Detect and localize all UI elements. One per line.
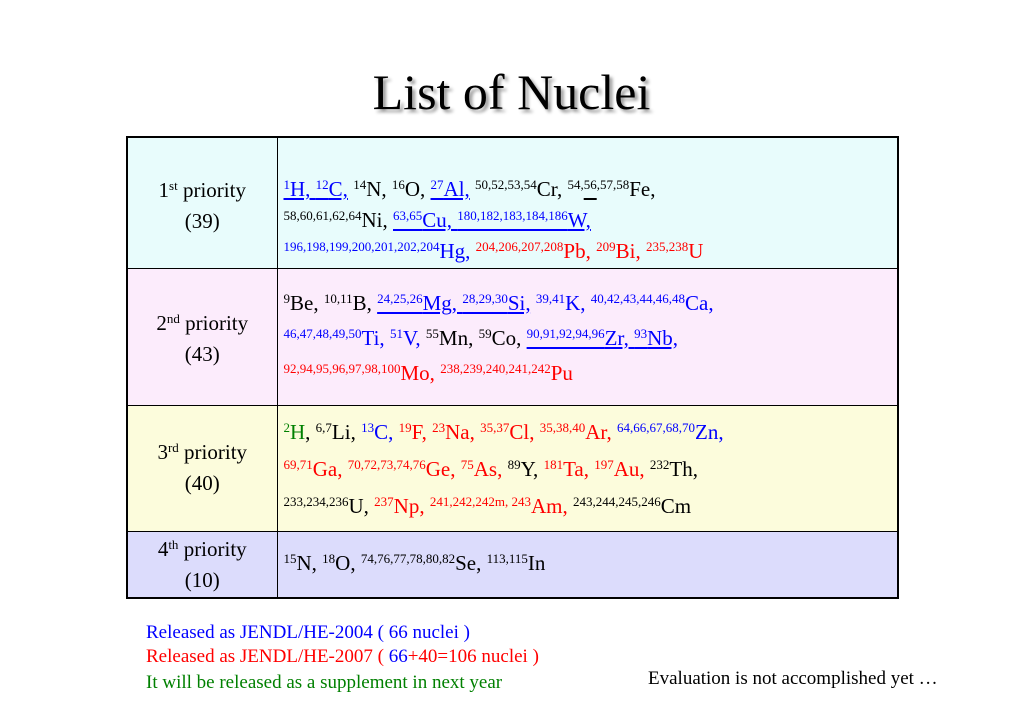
priority-ordinal-suffix: th xyxy=(168,536,179,552)
element-symbol: Fe, xyxy=(629,177,656,201)
nuclide xyxy=(540,420,617,444)
note-released-2004: Released as JENDL/HE-2004 ( 66 nuclei ) xyxy=(146,622,470,643)
element-symbol: U xyxy=(688,239,704,263)
mass-numbers: 90,91,92,94,96 xyxy=(526,325,605,341)
nuclide xyxy=(399,420,433,444)
nuclide xyxy=(348,457,461,481)
element-symbol: Pu xyxy=(550,360,573,385)
nuclide xyxy=(392,177,431,201)
priority-cell xyxy=(127,405,277,531)
mass-numbers: 113,115 xyxy=(486,550,528,566)
element-symbol: K, xyxy=(565,290,591,315)
mass-numbers: ,57,58 xyxy=(596,177,630,192)
mass-numbers: 40,42,43,44,46,48 xyxy=(590,290,685,306)
nuclide xyxy=(536,291,591,315)
priority-label: priority xyxy=(179,310,249,335)
priority-ordinal-suffix: nd xyxy=(166,310,180,326)
nuclide xyxy=(440,361,573,385)
element-symbol: Al, xyxy=(443,177,470,201)
note-2007-prefix: Released as JENDL/HE-2007 ( xyxy=(146,646,389,667)
nuclide xyxy=(596,239,646,263)
table-row-priority-3 xyxy=(127,405,898,531)
mass-numbers: 238,239,240,241,242 xyxy=(440,360,551,376)
nuclide xyxy=(544,457,595,481)
element-symbol: Ta, xyxy=(563,456,595,481)
mass-numbers: 197 xyxy=(594,456,614,472)
table-row-priority-4 xyxy=(127,531,898,598)
element-symbol: B, xyxy=(352,290,378,315)
nuclide xyxy=(353,177,392,201)
element-symbol: Ti, xyxy=(361,325,390,350)
nuclei-line xyxy=(284,174,892,205)
nuclide xyxy=(284,457,348,481)
table-row-priority-1 xyxy=(127,137,898,268)
mass-numbers: 16 xyxy=(391,177,405,192)
nuclide xyxy=(377,291,462,315)
nuclide xyxy=(508,457,544,481)
nuclide xyxy=(650,457,698,481)
element-symbol: Cm xyxy=(660,493,692,518)
element-symbol: Si, xyxy=(507,290,531,315)
mass-numbers: 70,72,73,74,76 xyxy=(347,456,426,472)
nuclide xyxy=(316,177,348,201)
mass-numbers: 28,29,30 xyxy=(462,290,508,306)
nuclide xyxy=(646,239,703,263)
element-symbol: Y, xyxy=(520,456,544,481)
nuclei-line xyxy=(284,286,892,321)
priority-cell xyxy=(127,137,277,268)
element-symbol: Co, xyxy=(491,325,527,350)
mass-numbers: 58,60,61,62,64 xyxy=(283,208,362,223)
element-symbol: C, xyxy=(328,177,348,201)
priority-ordinal-suffix: st xyxy=(169,178,178,193)
priority-cell xyxy=(127,268,277,405)
element-symbol: Bi, xyxy=(615,239,646,263)
element-symbol: Cl, xyxy=(509,419,540,444)
element-symbol: C, xyxy=(374,419,399,444)
mass-numbers: 59 xyxy=(478,325,492,341)
nuclei-line xyxy=(284,451,892,488)
mass-numbers: 69,71 xyxy=(283,456,313,472)
element-symbol: Au, xyxy=(613,456,650,481)
mass-numbers: 35,37 xyxy=(480,419,510,435)
mass-numbers: 56 xyxy=(583,177,597,192)
nuclide xyxy=(591,291,714,315)
mass-numbers: 241,242,242m, 243 xyxy=(429,493,531,509)
element-symbol: Mo, xyxy=(400,360,441,385)
priority-label: priority xyxy=(178,536,247,561)
nuclide xyxy=(462,291,530,315)
element-symbol: Cr, xyxy=(536,177,568,201)
mass-numbers: 9 xyxy=(283,290,290,306)
priority-label: priority xyxy=(177,178,246,202)
priority-count: (10) xyxy=(184,567,220,592)
element-symbol: Am, xyxy=(530,493,573,518)
element-symbol: F, xyxy=(411,419,433,444)
nuclide xyxy=(567,177,583,201)
nuclei-cell xyxy=(277,531,898,598)
element-symbol: As, xyxy=(473,456,508,481)
table-row-priority-2 xyxy=(127,268,898,405)
mass-numbers: 2 xyxy=(283,419,290,435)
element-symbol: Np, xyxy=(393,493,430,518)
nuclide xyxy=(284,494,375,518)
nuclide xyxy=(479,326,527,350)
nuclei-line xyxy=(284,321,892,356)
mass-numbers: 75 xyxy=(460,456,474,472)
mass-numbers: 235,238 xyxy=(645,239,689,254)
nuclei-table xyxy=(126,136,899,599)
nuclide xyxy=(284,326,390,350)
element-symbol: Se, xyxy=(455,550,487,575)
element-symbol: Ca, xyxy=(685,290,714,315)
element-symbol: N, xyxy=(366,177,392,201)
nuclide xyxy=(432,420,480,444)
mass-numbers: 27 xyxy=(430,177,444,192)
priority-label: priority xyxy=(178,439,248,464)
element-symbol: Ar, xyxy=(585,419,618,444)
nuclide xyxy=(361,551,487,575)
nuclide xyxy=(284,291,324,315)
mass-numbers: 233,234,236 xyxy=(283,493,349,509)
mass-numbers: 23 xyxy=(432,419,446,435)
mass-numbers: 232 xyxy=(649,456,670,472)
element-symbol: Cu, xyxy=(422,208,458,232)
nuclide xyxy=(361,420,399,444)
nuclide xyxy=(430,494,573,518)
note-released-2007 xyxy=(146,646,539,668)
nuclide xyxy=(475,177,567,201)
nuclide xyxy=(284,208,394,232)
element-symbol: Ni, xyxy=(361,208,393,232)
mass-numbers: 180,182,183,184,186 xyxy=(457,208,568,223)
nuclide xyxy=(527,326,634,350)
nuclide xyxy=(426,326,479,350)
element-symbol: Th, xyxy=(669,456,698,481)
nuclei-cell xyxy=(277,268,898,405)
nuclide xyxy=(634,326,678,350)
page-title: List of Nuclei xyxy=(372,64,651,120)
nuclide xyxy=(284,420,306,444)
mass-numbers: 35,38,40 xyxy=(539,419,586,435)
priority-ordinal: 2 xyxy=(156,310,167,335)
mass-numbers: 12 xyxy=(315,177,329,192)
priority-ordinal: 1 xyxy=(158,178,170,202)
priority-count: (39) xyxy=(184,209,220,233)
mass-numbers: 55 xyxy=(425,325,439,341)
mass-numbers: 63,65 xyxy=(393,208,423,223)
mass-numbers: 181 xyxy=(543,456,564,472)
nuclide xyxy=(316,420,361,444)
mass-numbers: 46,47,48,49,50 xyxy=(283,325,362,341)
nuclide xyxy=(487,551,546,575)
element-symbol: N, xyxy=(296,550,323,575)
nuclide xyxy=(480,420,540,444)
nuclide xyxy=(584,177,597,201)
element-symbol: Mn, xyxy=(438,325,479,350)
mass-numbers: 51 xyxy=(389,325,403,341)
nuclei-line xyxy=(284,548,892,579)
priority-count: (43) xyxy=(184,341,220,366)
nuclide xyxy=(617,420,724,444)
nuclide xyxy=(284,177,316,201)
mass-numbers: 93 xyxy=(634,325,648,341)
mass-numbers: 204,206,207,208 xyxy=(475,239,564,254)
mass-numbers: 6,7 xyxy=(315,419,332,435)
element-symbol: H, xyxy=(290,177,316,201)
mass-numbers: 39,41 xyxy=(535,290,566,306)
element-symbol: V, xyxy=(402,325,426,350)
nuclide xyxy=(284,551,323,575)
nuclide xyxy=(374,494,430,518)
element-symbol: Zn, xyxy=(695,419,724,444)
nuclei-line xyxy=(284,414,892,451)
mass-numbers: 54, xyxy=(567,177,584,192)
element-symbol: Nb, xyxy=(647,325,679,350)
element-symbol: Pb, xyxy=(563,239,597,263)
mass-numbers: 237 xyxy=(374,493,394,509)
note-supplement: It will be released as a supplement in next year xyxy=(146,672,503,693)
mass-numbers: 13 xyxy=(361,419,375,435)
note-2007-count: 66 xyxy=(388,646,408,667)
mass-numbers: 18 xyxy=(322,550,336,566)
nuclei-line xyxy=(284,356,892,391)
nuclide xyxy=(390,326,426,350)
nuclide xyxy=(597,177,656,201)
element-symbol: Zr, xyxy=(604,325,635,350)
nuclide xyxy=(393,208,457,232)
mass-numbers: 50,52,53,54 xyxy=(475,177,537,192)
priority-ordinal-suffix: rd xyxy=(167,439,179,455)
mass-numbers: 64,66,67,68,70 xyxy=(617,419,696,435)
nuclide xyxy=(284,361,441,385)
element-symbol: , xyxy=(305,419,316,444)
mass-numbers: 92,94,95,96,97,98,100 xyxy=(283,360,401,376)
nuclide xyxy=(461,457,508,481)
nuclei-cell xyxy=(277,137,898,268)
nuclide xyxy=(324,291,377,315)
nuclide xyxy=(431,177,470,201)
mass-numbers: 10,11 xyxy=(323,290,353,306)
element-symbol: Be, xyxy=(290,290,324,315)
priority-ordinal: 3 xyxy=(157,439,168,464)
note-evaluation: Evaluation is not accomplished yet … xyxy=(648,668,938,689)
mass-numbers: 243,244,245,246 xyxy=(572,493,661,509)
priority-cell xyxy=(127,531,277,598)
element-symbol: W, xyxy=(567,208,591,232)
note-2007-suffix: +40=106 nuclei ) xyxy=(407,646,539,667)
nuclide xyxy=(284,239,476,263)
element-symbol: Ge, xyxy=(425,456,461,481)
mass-numbers: 209 xyxy=(596,239,616,254)
priority-count: (40) xyxy=(184,470,220,495)
mass-numbers: 1 xyxy=(283,177,290,192)
nuclide xyxy=(594,457,650,481)
mass-numbers: 89 xyxy=(507,456,521,472)
nuclei-line xyxy=(284,236,892,267)
element-symbol: U, xyxy=(348,493,375,518)
mass-numbers: 74,76,77,78,80,82 xyxy=(360,550,456,566)
element-symbol: H xyxy=(290,419,306,444)
mass-numbers: 196,198,199,200,201,202,204 xyxy=(283,239,440,254)
element-symbol: O, xyxy=(335,550,361,575)
mass-numbers: 14 xyxy=(353,177,367,192)
element-symbol: In xyxy=(527,550,546,575)
element-symbol: Mg, xyxy=(422,290,463,315)
nuclide xyxy=(322,551,361,575)
nuclei-line xyxy=(284,205,892,236)
mass-numbers: 19 xyxy=(398,419,412,435)
element-symbol: O, xyxy=(404,177,431,201)
nuclide xyxy=(573,494,691,518)
nuclide xyxy=(476,239,596,263)
nuclide xyxy=(457,208,591,232)
element-symbol: Na, xyxy=(445,419,481,444)
nuclei-line xyxy=(284,488,892,525)
mass-numbers: 15 xyxy=(283,550,297,566)
mass-numbers: 24,25,26 xyxy=(377,290,423,306)
nuclei-cell xyxy=(277,405,898,531)
element-symbol: Ga, xyxy=(312,456,348,481)
element-symbol: Hg, xyxy=(439,239,476,263)
element-symbol: Li, xyxy=(331,419,362,444)
nuclide xyxy=(305,420,316,444)
priority-ordinal: 4 xyxy=(157,536,169,561)
